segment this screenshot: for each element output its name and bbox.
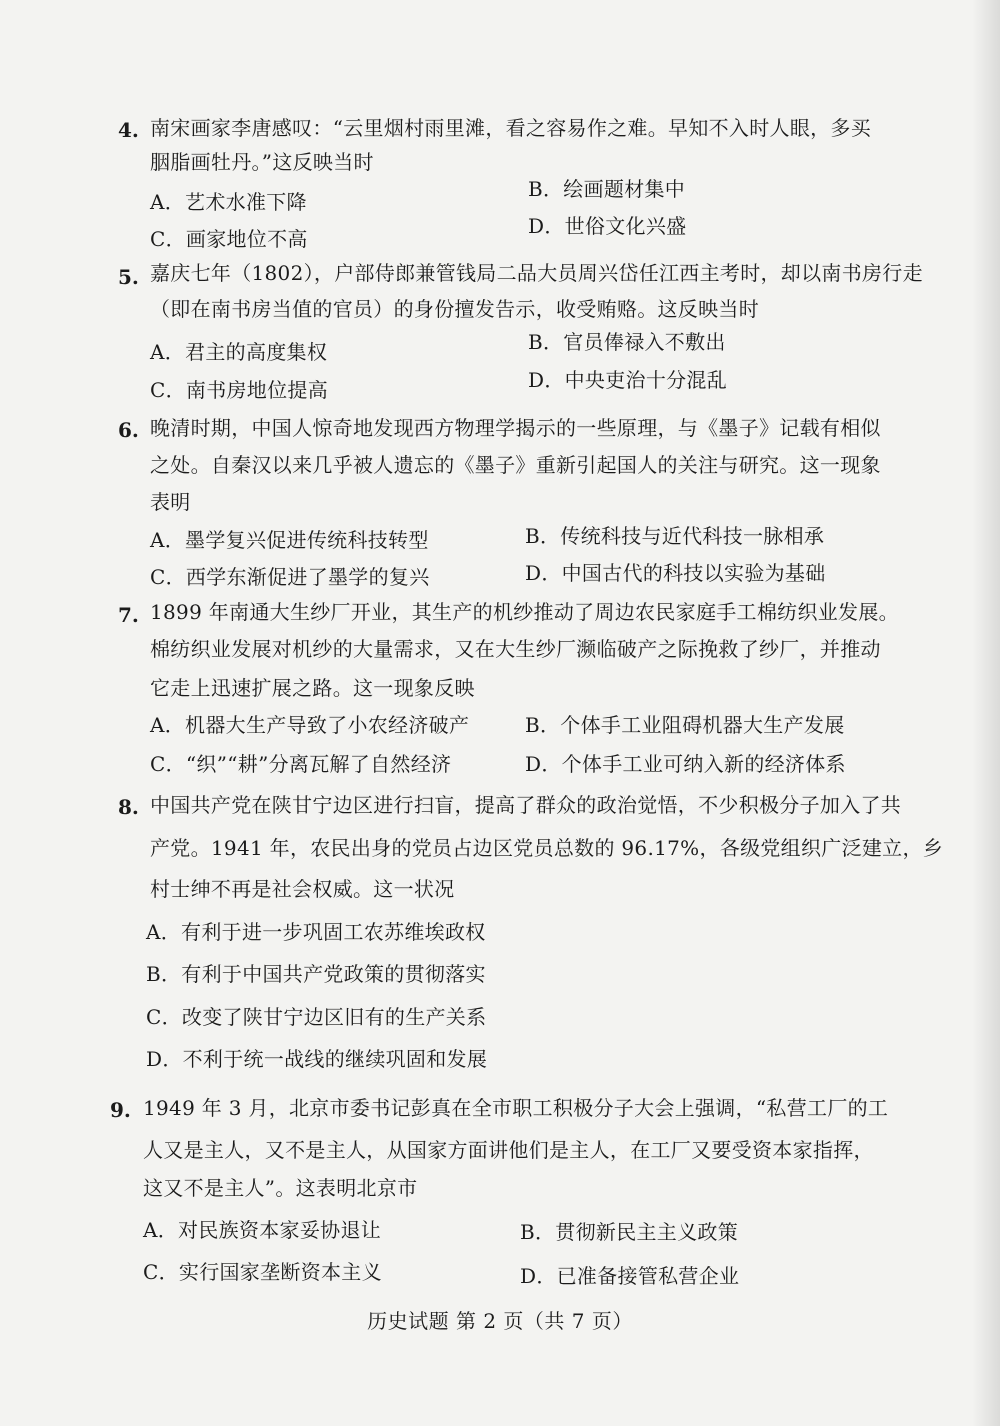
option-b: B．传统科技与近代科技一脉相承 xyxy=(525,524,825,548)
question-number: 6. xyxy=(118,418,139,442)
option-d: D．中央吏治十分混乱 xyxy=(528,368,728,392)
option-c: C．实行国家垄断资本主义 xyxy=(143,1260,382,1284)
question-text-line: 1949 年 3 月，北京市委书记彭真在全市职工积极分子大会上强调，“私营工厂的工 xyxy=(143,1096,889,1120)
question-text-line: 嘉庆七年（1802），户部侍郎兼管钱局二品大员周兴岱任江西主考时，却以南书房行走 xyxy=(150,261,923,285)
scan-edge-shadow xyxy=(972,0,1000,1426)
option-a: A．艺术水准下降 xyxy=(150,190,307,214)
option-c: C．南书房地位提高 xyxy=(150,378,329,402)
question-text-line: 中国共产党在陕甘宁边区进行扫盲，提高了群众的政治觉悟，不少积极分子加入了共 xyxy=(150,793,902,817)
question-text-line: 之处。自秦汉以来几乎被人遗忘的《墨子》重新引起国人的关注与研究。这一现象 xyxy=(150,453,881,477)
question-number: 9. xyxy=(110,1098,131,1122)
option-d: D．不利于统一战线的继续巩固和发展 xyxy=(146,1047,488,1071)
option-c: C．“织”“耕”分离瓦解了自然经济 xyxy=(150,752,452,776)
question-text-line: 1899 年南通大生纱厂开业，其生产的机纱推动了周边农民家庭手工棉纺织业发展。 xyxy=(150,600,899,624)
question-text-line: 产党。1941 年，农民出身的党员占边区党员总数的 96.17%，各级党组织广泛建立，乡 xyxy=(150,836,944,860)
option-b: B．官员俸禄入不敷出 xyxy=(528,330,726,354)
option-c: C．改变了陕甘宁边区旧有的生产关系 xyxy=(146,1005,487,1029)
question-text-line: 这又不是主人”。这表明北京市 xyxy=(143,1176,418,1200)
option-d: D．个体手工业可纳入新的经济体系 xyxy=(525,752,846,776)
question-number: 7. xyxy=(118,603,139,627)
question-text-line: 表明 xyxy=(150,490,191,514)
question-text-line: 晚清时期，中国人惊奇地发现西方物理学揭示的一些原理，与《墨子》记载有相似 xyxy=(150,416,881,440)
question-number: 5. xyxy=(118,265,139,289)
option-b: B．贯彻新民主主义政策 xyxy=(520,1220,738,1244)
option-b: B．有利于中国共产党政策的贯彻落实 xyxy=(146,962,486,986)
option-c: C．西学东渐促进了墨学的复兴 xyxy=(150,565,430,589)
option-a: A．墨学复兴促进传统科技转型 xyxy=(150,528,429,552)
question-number: 8. xyxy=(118,795,139,819)
question-number: 4. xyxy=(118,118,139,142)
question-text-line: 南宋画家李唐感叹：“云里烟村雨里滩，看之容易作之难。早知不入时人眼，多买 xyxy=(150,116,872,140)
option-b: B．个体手工业阻碍机器大生产发展 xyxy=(525,713,845,737)
question-text-line: 它走上迅速扩展之路。这一现象反映 xyxy=(150,676,475,700)
question-text-line: 胭脂画牡丹。”这反映当时 xyxy=(150,150,374,174)
question-text-line: （即在南书房当值的官员）的身份擅发告示，收受贿赂。这反映当时 xyxy=(150,297,759,321)
option-a: A．君主的高度集权 xyxy=(150,340,328,364)
option-a: A．机器大生产导致了小农经济破产 xyxy=(150,713,470,737)
question-text-line: 棉纺织业发展对机纱的大量需求，又在大生纱厂濒临破产之际挽救了纱厂，并推动 xyxy=(150,637,881,661)
question-text-line: 村士绅不再是社会权威。这一状况 xyxy=(150,877,455,901)
option-d: D．世俗文化兴盛 xyxy=(528,214,687,238)
option-a: A．有利于进一步巩固工农苏维埃政权 xyxy=(146,920,486,944)
option-a: A．对民族资本家妥协退让 xyxy=(143,1218,382,1242)
option-d: D．中国古代的科技以实验为基础 xyxy=(525,561,826,585)
option-b: B．绘画题材集中 xyxy=(528,177,686,201)
page-footer: 历史试题 第 2 页（共 7 页） xyxy=(367,1309,633,1333)
option-d: D．已准备接管私营企业 xyxy=(520,1264,740,1288)
question-text-line: 人又是主人，又不是主人，从国家方面讲他们是主人，在工厂又要受资本家指挥， xyxy=(143,1138,874,1162)
option-c: C．画家地位不高 xyxy=(150,227,308,251)
